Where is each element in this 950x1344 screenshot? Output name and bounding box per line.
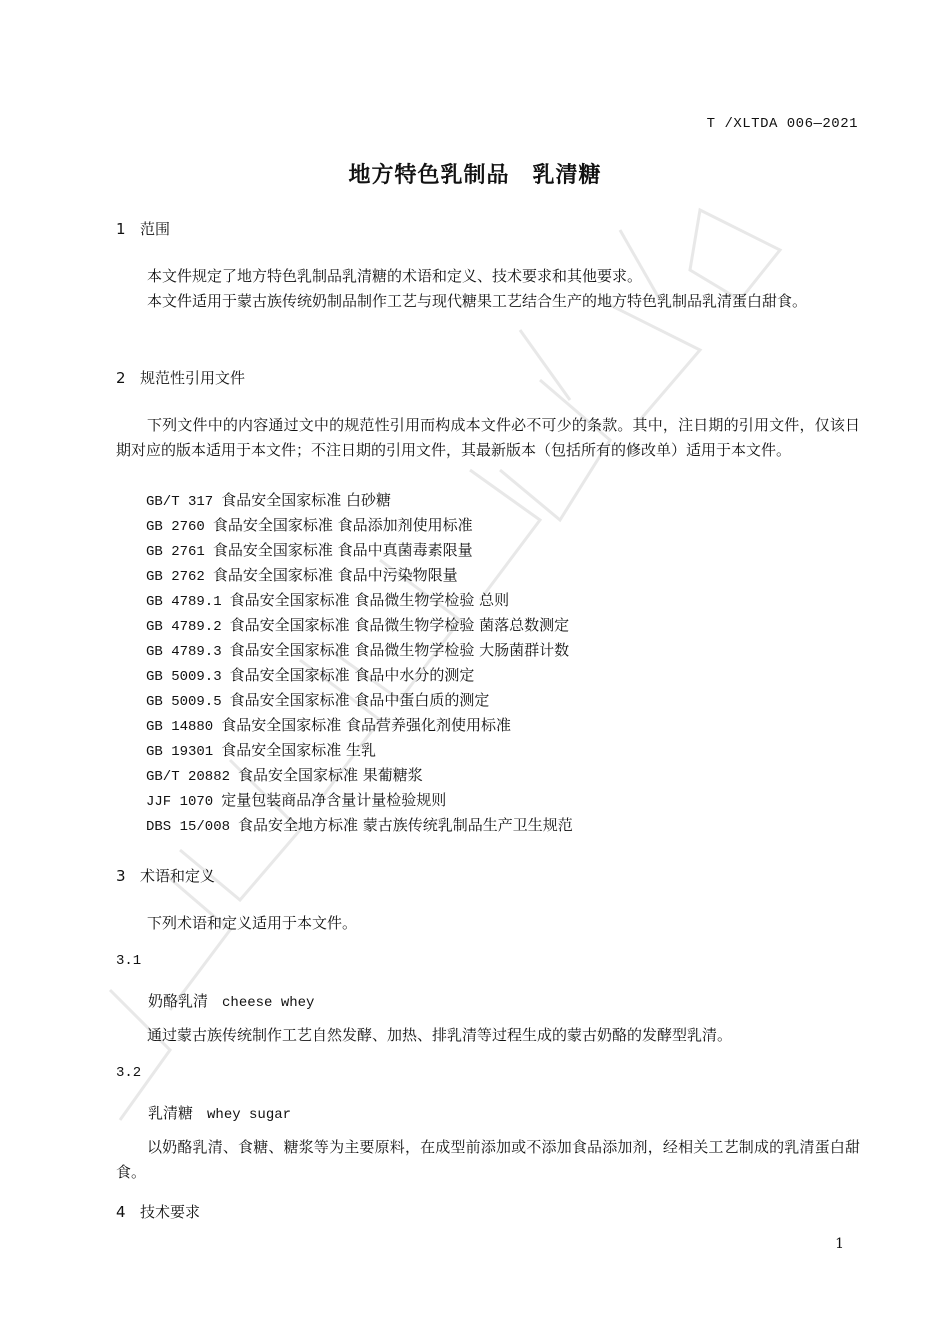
reference-code: GB 14880 — [146, 719, 214, 735]
reference-title: 食品安全国家标准 食品微生物学检验 菌落总数测定 — [229, 616, 570, 634]
reference-code: DBS 15/008 — [146, 819, 231, 835]
reference-title: 食品安全地方标准 蒙古族传统乳制品生产卫生规范 — [238, 816, 573, 834]
reference-title: 食品安全国家标准 食品微生物学检验 总则 — [229, 591, 510, 609]
reference-title: 食品安全国家标准 食品中蛋白质的测定 — [229, 691, 490, 709]
reference-code: GB/T 317 — [146, 494, 214, 510]
reference-code: GB 4789.3 — [146, 644, 222, 660]
reference-code: GB 2761 — [146, 544, 205, 560]
reference-item — [146, 563, 573, 588]
reference-item — [146, 588, 573, 613]
section-number: 2 — [116, 369, 126, 387]
reference-code: GB 5009.5 — [146, 694, 222, 710]
reference-title: 食品安全国家标准 食品中污染物限量 — [212, 566, 458, 584]
term-name-en: whey sugar — [207, 1107, 292, 1123]
reference-title: 食品安全国家标准 食品微生物学检验 大肠菌群计数 — [229, 641, 570, 659]
term-definition: 以奶酪乳清、食糖、糖浆等为主要原料，在成型前添加或不添加食品添加剂，经相关工艺制成的乳清蛋白甜食。 — [116, 1138, 860, 1181]
section-number: 4 — [116, 1203, 126, 1221]
reference-title: 食品安全国家标准 生乳 — [221, 741, 376, 759]
reference-item — [146, 538, 573, 563]
reference-item — [146, 763, 573, 788]
paragraph: 下列文件中的内容通过文中的规范性引用而构成本文件必不可少的条款。其中，注日期的引用文件，仅该日期对应的版本适用于本文件；不注日期的引用文件，其最新版本（包括所有的修改单）适用于本文件。 — [116, 416, 860, 459]
page-number: 1 — [835, 1236, 844, 1252]
standard-code: T /XLTDA 006—2021 — [706, 116, 858, 132]
document-title: 地方特色乳制品 乳清糖 — [348, 163, 602, 188]
reference-title: 定量包装商品净含量计量检验规则 — [221, 791, 447, 809]
reference-code: JJF 1070 — [146, 794, 214, 810]
paragraph: 下列术语和定义适用于本文件。 — [147, 914, 358, 932]
reference-code: GB 19301 — [146, 744, 214, 760]
term-name-cn: 奶酪乳清 — [148, 992, 209, 1010]
term-definition: 通过蒙古族传统制作工艺自然发酵、加热、排乳清等过程生成的蒙古奶酪的发酵型乳清。 — [147, 1026, 733, 1044]
reference-code: GB 4789.1 — [146, 594, 222, 610]
reference-item — [146, 713, 573, 738]
reference-code: GB 2760 — [146, 519, 205, 535]
term-name-en: cheese whey — [222, 995, 315, 1011]
reference-item — [146, 638, 573, 663]
term-name-cn: 乳清糖 — [148, 1104, 194, 1122]
paragraph: 本文件适用于蒙古族传统奶制品制作工艺与现代糖果工艺结合生产的地方特色乳制品乳清蛋白甜食。 — [147, 292, 808, 310]
reference-item — [146, 513, 573, 538]
reference-title: 食品安全国家标准 食品营养强化剂使用标准 — [221, 716, 511, 734]
section-number: 3 — [116, 867, 126, 885]
reference-item — [146, 688, 573, 713]
reference-title: 食品安全国家标准 食品添加剂使用标准 — [212, 516, 473, 534]
reference-title: 食品安全国家标准 食品中水分的测定 — [229, 666, 475, 684]
reference-title: 食品安全国家标准 食品中真菌毒素限量 — [212, 541, 473, 559]
reference-item — [146, 663, 573, 688]
reference-code: GB 5009.3 — [146, 669, 222, 685]
reference-code: GB/T 20882 — [146, 769, 231, 785]
reference-item — [146, 813, 573, 838]
reference-item — [146, 738, 573, 763]
term-name — [148, 1102, 291, 1123]
reference-item — [146, 613, 573, 638]
reference-code: GB 4789.2 — [146, 619, 222, 635]
section-3-heading — [116, 865, 215, 886]
paragraph: 本文件规定了地方特色乳制品乳清糖的术语和定义、技术要求和其他要求。 — [147, 267, 643, 285]
reference-title: 食品安全国家标准 白砂糖 — [221, 491, 391, 509]
reference-title: 食品安全国家标准 果葡糖浆 — [238, 766, 423, 784]
reference-code: GB 2762 — [146, 569, 205, 585]
section-number: 1 — [116, 220, 126, 238]
section-title: 术语和定义 — [140, 867, 216, 885]
reference-item — [146, 788, 573, 813]
term-name — [148, 990, 314, 1011]
reference-list — [146, 488, 573, 838]
section-title: 技术要求 — [140, 1203, 201, 1221]
section-title: 规范性引用文件 — [140, 369, 246, 387]
reference-item — [146, 488, 573, 513]
section-4-heading — [116, 1201, 200, 1222]
term-number: 3.1 — [116, 953, 142, 969]
term-number: 3.2 — [116, 1065, 142, 1081]
section-title: 范围 — [140, 220, 171, 238]
section-1-heading — [116, 218, 170, 239]
section-2-heading — [116, 367, 245, 388]
